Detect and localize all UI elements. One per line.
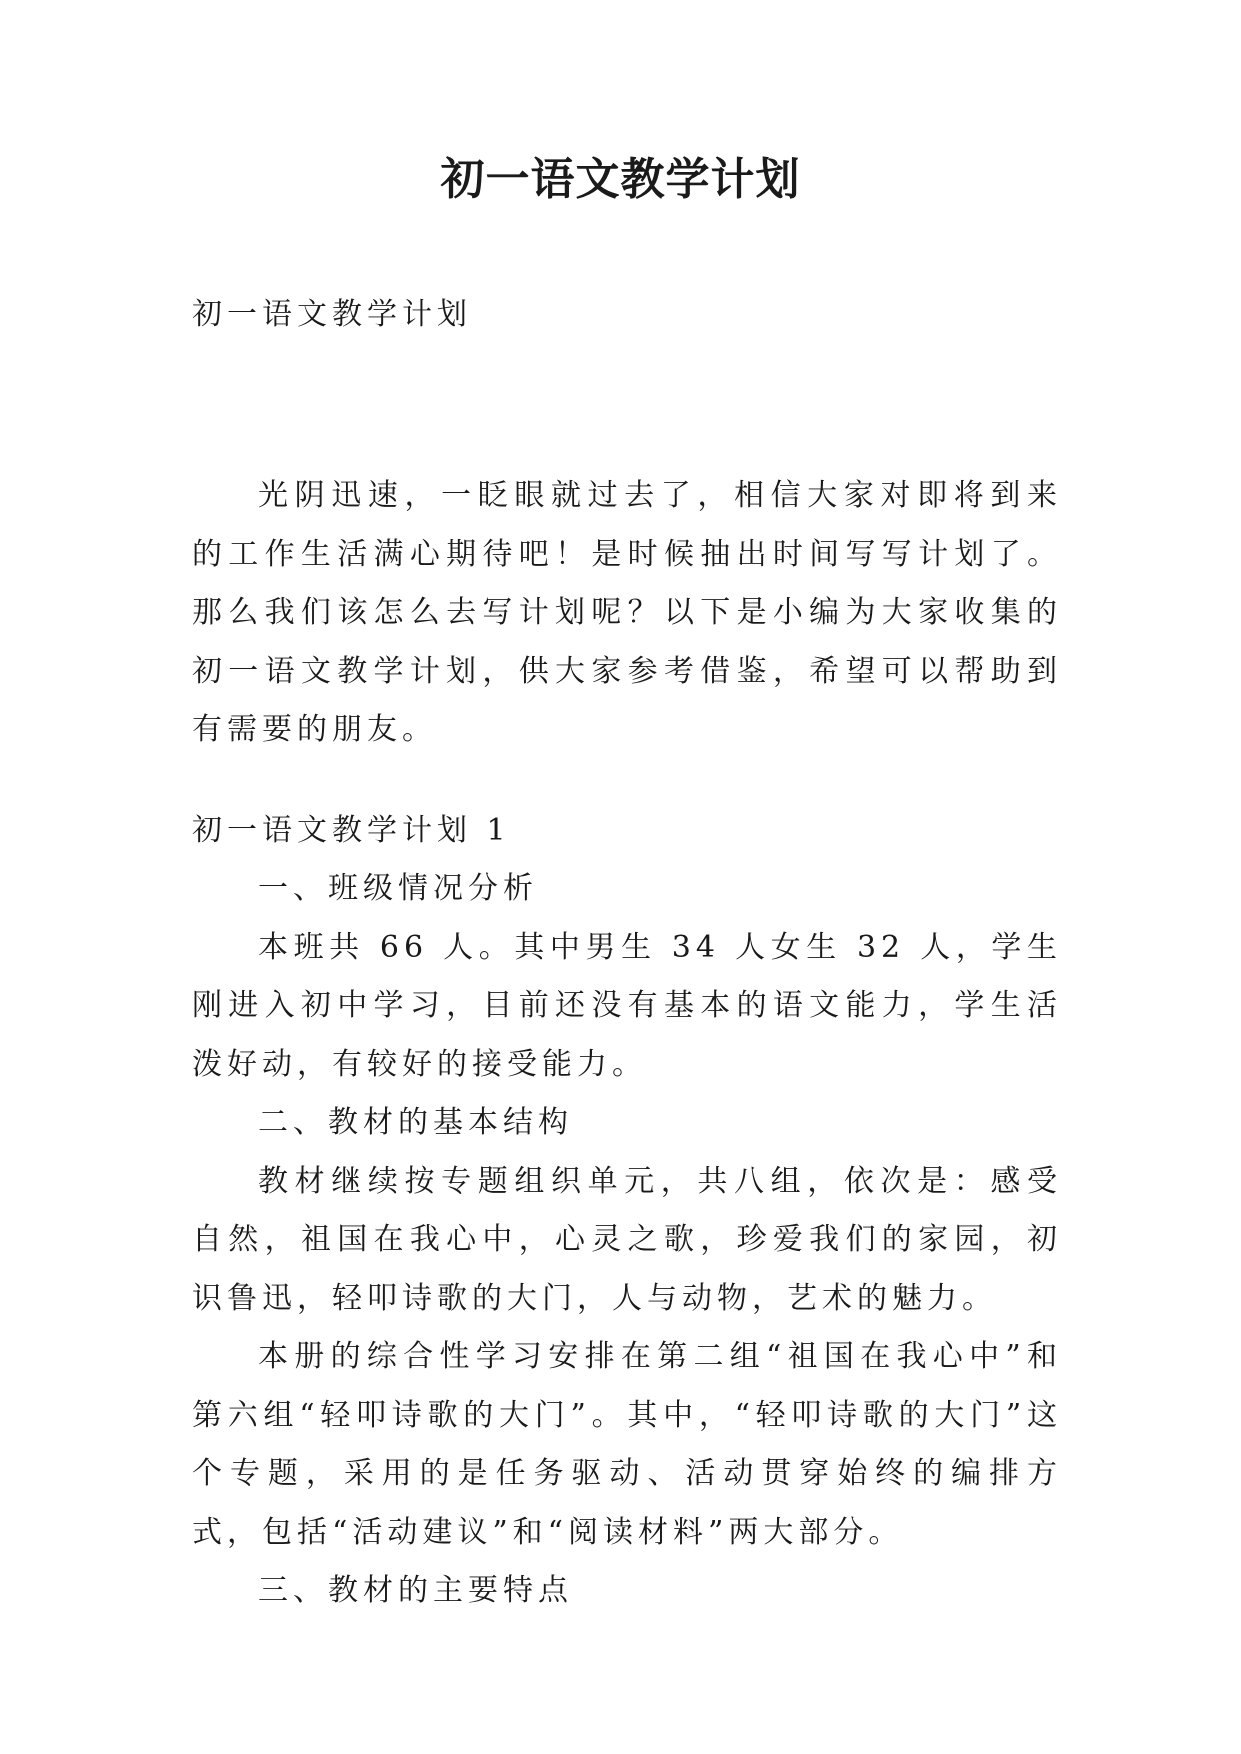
intro-paragraph: 光阴迅速，一眨眼就过去了，相信大家对即将到来的工作生活满心期待吧！是时候抽出时间写写计划了。那么我们该怎么去写计划呢？以下是小编为大家收集的初一语文教学计划，供大家参考借鉴，希望可以帮助到有需要的朋友。 bbox=[192, 478, 1062, 747]
subsection-heading-class-analysis: 一、班级情况分析 bbox=[258, 871, 538, 906]
class-analysis-paragraph: 本班共 66 人。其中男生 34 人女生 32 人，学生刚进入初中学习，目前还没有基本的语文能力，学生活泼好动，有较好的接受能力。 bbox=[192, 929, 1062, 1082]
paragraph-gap bbox=[192, 760, 1062, 802]
document-body bbox=[192, 467, 1062, 1621]
textbook-structure-paragraph: 教材继续按专题组织单元，共八组，依次是：感受自然，祖国在我心中，心灵之歌，珍爱我们的家园，初识鲁迅，轻叩诗歌的大门，人与动物，艺术的魅力。 bbox=[192, 1163, 1062, 1316]
section-heading: 初一语文教学计划 1 bbox=[192, 812, 511, 848]
document-title: 初一语文教学计划 bbox=[440, 154, 801, 205]
comprehensive-study-paragraph: 本册的综合性学习安排在第二组“祖国在我心中”和第六组“轻叩诗歌的大门”。其中，“轻叩诗歌的大门”这个专题，采用的是任务驱动、活动贯穿始终的编排方式，包括“活动建议”和“阅读材料”两大部分。 bbox=[192, 1339, 1062, 1550]
subsection-heading-textbook-features: 三、教材的主要特点 bbox=[258, 1573, 573, 1608]
document-subtitle: 初一语文教学计划 bbox=[192, 297, 472, 332]
subsection-heading-textbook-structure: 二、教材的基本结构 bbox=[258, 1105, 573, 1140]
